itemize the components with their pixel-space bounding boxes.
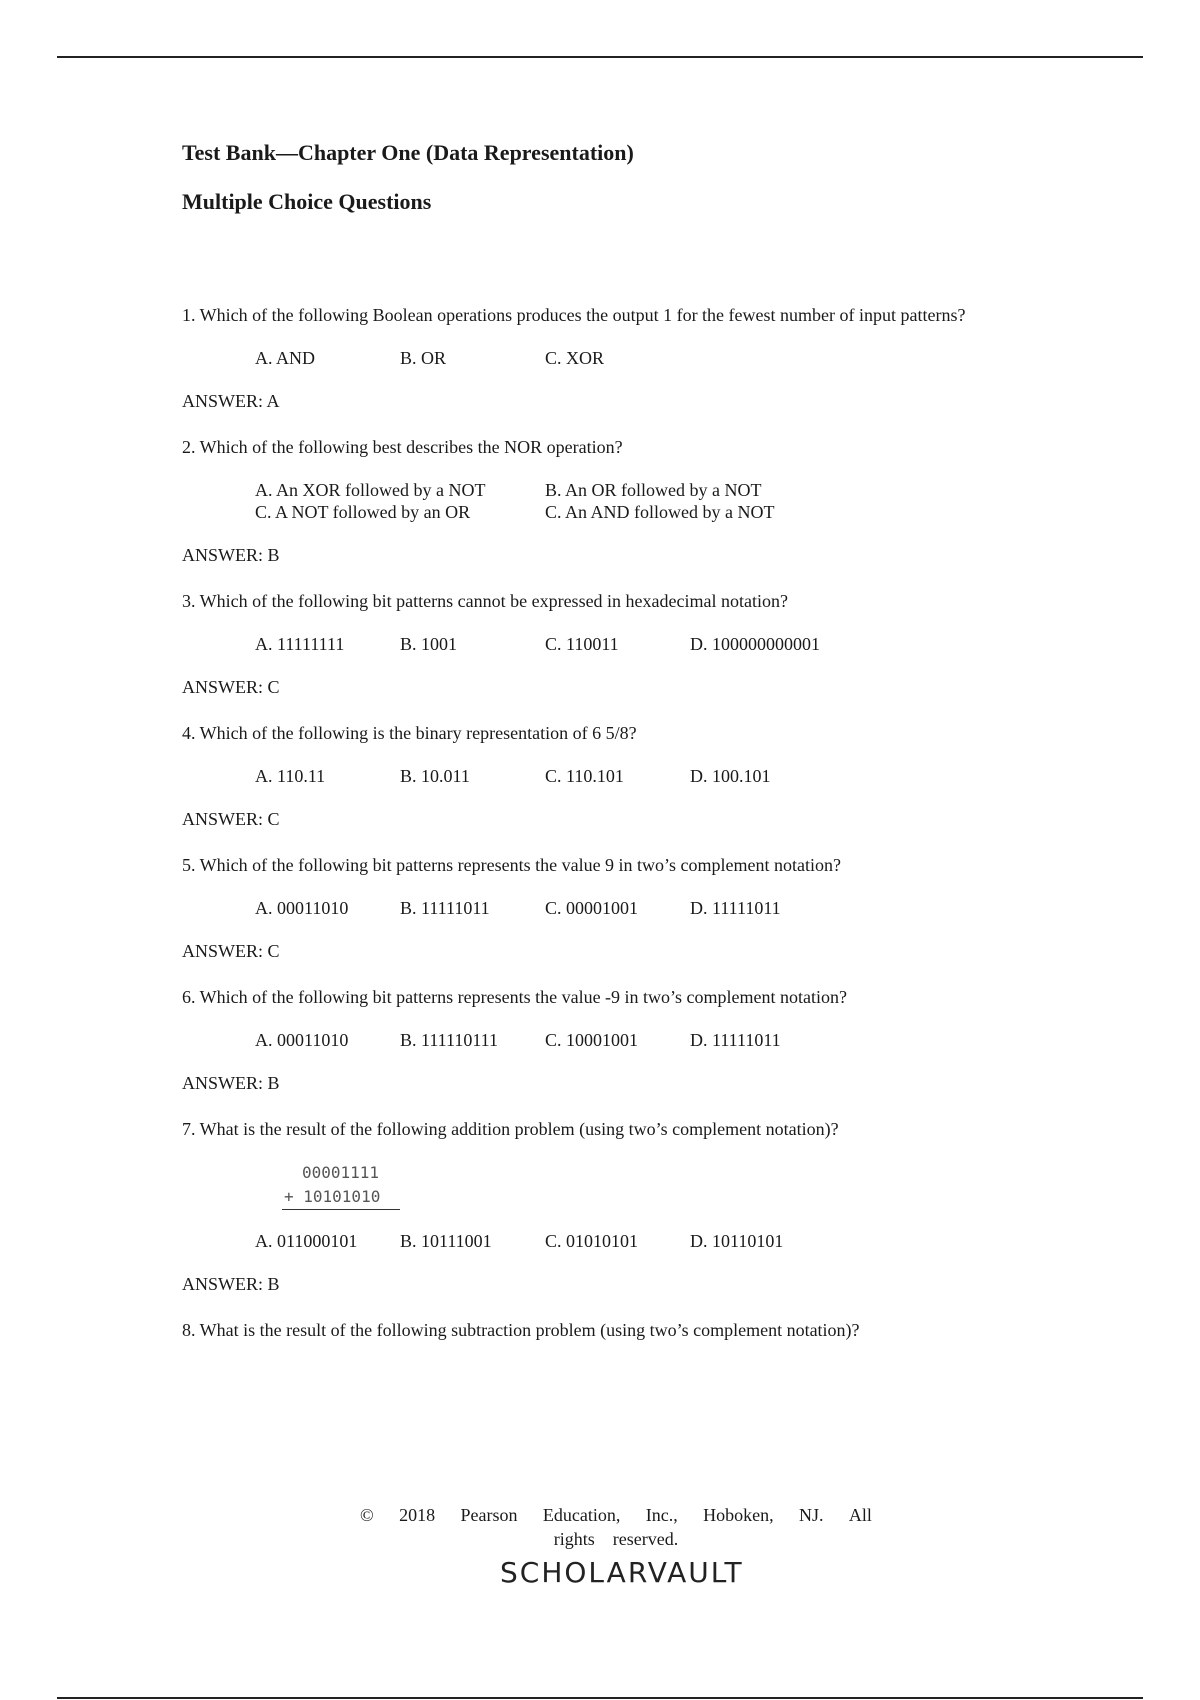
question-7: [182, 1118, 1042, 1295]
copyright-line-2: rights reserved.: [553, 1529, 679, 1549]
option-d: D. 100000000001: [690, 633, 820, 654]
answer-line: ANSWER: B: [182, 544, 280, 565]
option-a: A. 110.11: [255, 765, 326, 786]
option-row: [255, 633, 1042, 655]
answer-line: ANSWER: C: [182, 808, 280, 829]
question-text: 8. What is the result of the following subtraction problem (using two’s complement notation)?: [182, 1319, 860, 1340]
copyright-word: Inc.,: [645, 1505, 678, 1525]
copyright-word: Hoboken,: [703, 1505, 774, 1525]
question-text: 5. Which of the following bit patterns represents the value 9 in two’s complement notation?: [182, 854, 842, 875]
question-text: 3. Which of the following bit patterns cannot be expressed in hexadecimal notation?: [182, 590, 788, 611]
copyright-symbol: ©: [360, 1505, 374, 1525]
answer-options: [255, 347, 1042, 369]
copyright-word: Education,: [542, 1505, 621, 1525]
top-rule: [57, 56, 1143, 58]
option-row: [255, 479, 1042, 501]
option-b: B. 1001: [400, 633, 458, 654]
second-addend: + 10101010: [282, 1185, 400, 1210]
option-row: [255, 347, 1042, 369]
option-c: C. A NOT followed by an OR: [255, 501, 471, 522]
question-5: [182, 854, 1042, 962]
copyright-word: 2018: [399, 1505, 436, 1525]
answer-options: [255, 765, 1042, 787]
option-c: C. 10001001: [545, 1029, 639, 1050]
question-text: 1. Which of the following Boolean operations produces the output 1 for the fewest number of input patterns?: [182, 304, 966, 325]
option-d: C. An AND followed by a NOT: [545, 501, 775, 522]
addition-problem: [282, 1161, 400, 1210]
option-b: B. 10.011: [400, 765, 470, 786]
page-title: Test Bank—Chapter One (Data Representation): [182, 140, 634, 165]
document-body: [182, 140, 1042, 1362]
copyright-footer: [360, 1503, 872, 1551]
question-text: 6. Which of the following bit patterns represents the value -9 in two’s complement notation?: [182, 986, 848, 1007]
copyright-word: NJ.: [799, 1505, 824, 1525]
question-3: [182, 590, 1042, 698]
answer-options: [255, 1029, 1042, 1051]
section-heading: Multiple Choice Questions: [182, 189, 432, 215]
answer-options: [255, 897, 1042, 919]
option-row: [255, 897, 1042, 919]
option-a: A. AND: [255, 347, 316, 368]
option-b: B. An OR followed by a NOT: [545, 479, 762, 500]
answer-line: ANSWER: B: [182, 1273, 280, 1294]
option-a: A. 00011010: [255, 1029, 349, 1050]
answer-options: [255, 479, 1042, 523]
option-b: B. 10111001: [400, 1230, 492, 1251]
question-6: [182, 986, 1042, 1094]
answer-line: ANSWER: C: [182, 676, 280, 697]
option-row: [255, 1230, 1042, 1252]
answer-line: ANSWER: C: [182, 940, 280, 961]
question-8: [182, 1319, 1042, 1341]
answer-line: ANSWER: A: [182, 390, 280, 411]
option-d: D. 11111011: [690, 897, 781, 918]
option-c: C. 110011: [545, 633, 619, 654]
option-b: B. OR: [400, 347, 447, 368]
answer-options: [255, 1230, 1042, 1252]
option-c: C. 110.101: [545, 765, 624, 786]
copyright-line: [360, 1503, 872, 1527]
watermark-logo: SCHOLARVAULT: [500, 1556, 744, 1589]
option-d: D. 100.101: [690, 765, 771, 786]
option-d: D. 10110101: [690, 1230, 784, 1251]
question-1: [182, 304, 1042, 412]
question-text: 2. Which of the following best describes the NOR operation?: [182, 436, 623, 457]
option-row: [255, 765, 1042, 787]
option-a: A. 11111111: [255, 633, 345, 654]
option-a: A. 00011010: [255, 897, 349, 918]
question-4: [182, 722, 1042, 830]
option-a: A. An XOR followed by a NOT: [255, 479, 486, 500]
option-c: C. XOR: [545, 347, 605, 368]
copyright-word: All: [848, 1505, 872, 1525]
question-text: 4. Which of the following is the binary representation of 6 5/8?: [182, 722, 637, 743]
question-2: [182, 436, 1042, 566]
bottom-rule: [57, 1697, 1143, 1699]
option-b: B. 111110111: [400, 1029, 498, 1050]
option-d: D. 11111011: [690, 1029, 781, 1050]
option-row: [255, 1029, 1042, 1051]
answer-line: ANSWER: B: [182, 1072, 280, 1093]
answer-options: [255, 633, 1042, 655]
option-b: B. 11111011: [400, 897, 490, 918]
option-a: A. 011000101: [255, 1230, 358, 1251]
option-row: [255, 501, 1042, 523]
question-text: 7. What is the result of the following addition problem (using two’s complement notation)?: [182, 1118, 839, 1139]
copyright-word: Pearson: [460, 1505, 518, 1525]
option-c: C. 00001001: [545, 897, 639, 918]
first-addend: 00001111: [302, 1162, 380, 1182]
option-c: C. 01010101: [545, 1230, 639, 1251]
